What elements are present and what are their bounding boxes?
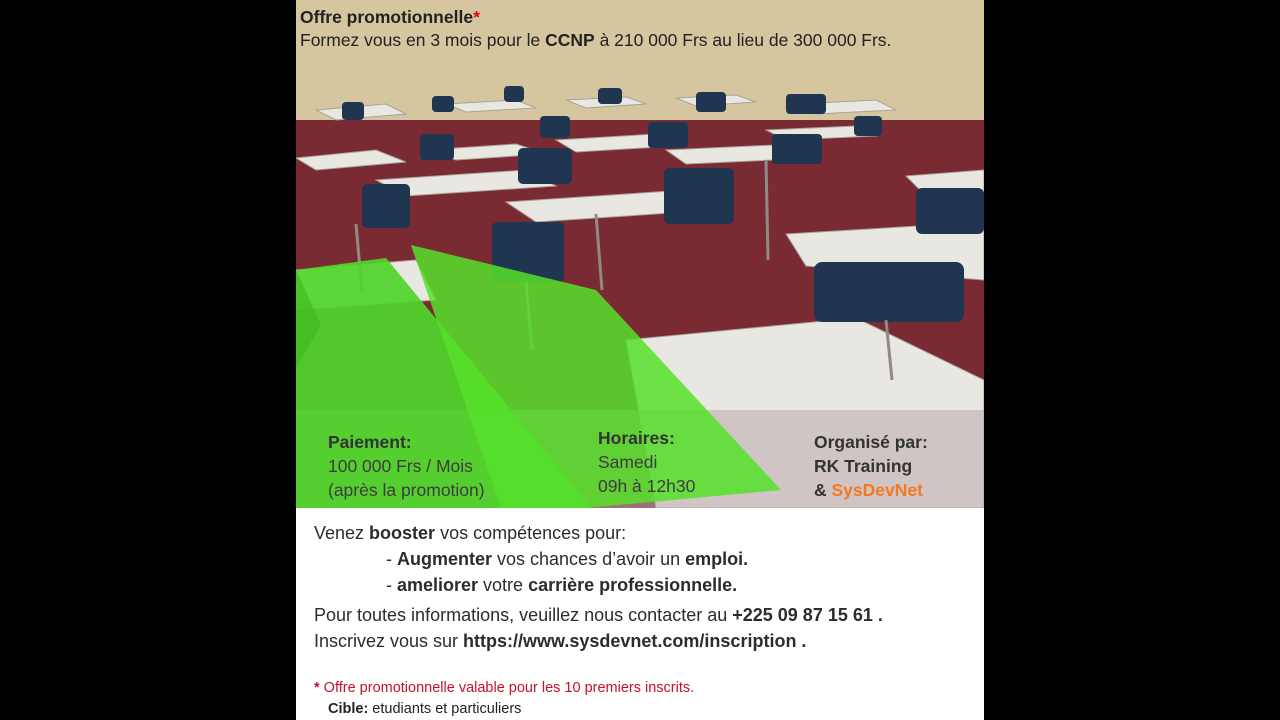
bullet-career: - ameliorer votre carrière professionnelle. — [386, 575, 738, 595]
promo-offer-line — [300, 29, 984, 52]
promo-footer — [314, 678, 974, 720]
footer-target: Cible: etudiants et particuliers — [328, 701, 522, 717]
schedule-day: Samedi — [598, 452, 658, 472]
payment-note: (après la promotion) — [328, 480, 485, 500]
payment-amount: 100 000 Frs / Mois — [328, 456, 473, 476]
payment-label: Paiement: — [328, 432, 412, 452]
register-line: Inscrivez vous sur https://www.sysdevnet.com/inscription . — [314, 631, 807, 651]
organizer-rk-training: RK Training — [814, 456, 913, 476]
offer-price: à 210 000 Frs au lieu de 300 000 Frs. — [594, 30, 892, 50]
promo-title: Offre promotionnelle — [300, 7, 474, 27]
asterisk-mark: * — [473, 7, 480, 27]
organizer-label: Organisé par: — [814, 432, 928, 452]
contact-line: Pour toutes informations, veuillez nous contacter au +225 09 87 15 61 . — [314, 605, 883, 625]
course-name: CCNP — [545, 30, 595, 50]
register-link[interactable]: https://www.sysdevnet.com/inscription . — [463, 631, 807, 651]
contact-phone[interactable]: +225 09 87 15 61 . — [732, 605, 883, 625]
schedule-time: 09h à 12h30 — [598, 476, 696, 496]
organizer-block — [814, 430, 928, 502]
offer-text: Formez vous en 3 mois pour le — [300, 30, 546, 50]
organizer-sysdevnet: SysDevNet — [831, 480, 923, 500]
bullet-employment: - Augmenter vos chances d’avoir un emploi. — [386, 549, 749, 569]
schedule-block — [598, 426, 695, 498]
footer-note: * Offre promotionnelle valable pour les 10 premiers inscrits. — [314, 680, 695, 696]
intro-line: Venez booster vos compétences pour: — [314, 523, 627, 543]
payment-block — [328, 430, 485, 502]
promo-body — [314, 520, 974, 654]
schedule-label: Horaires: — [598, 428, 675, 448]
organizer-amp: & — [814, 480, 832, 500]
promo-header — [300, 6, 984, 52]
promo-poster — [296, 0, 984, 720]
